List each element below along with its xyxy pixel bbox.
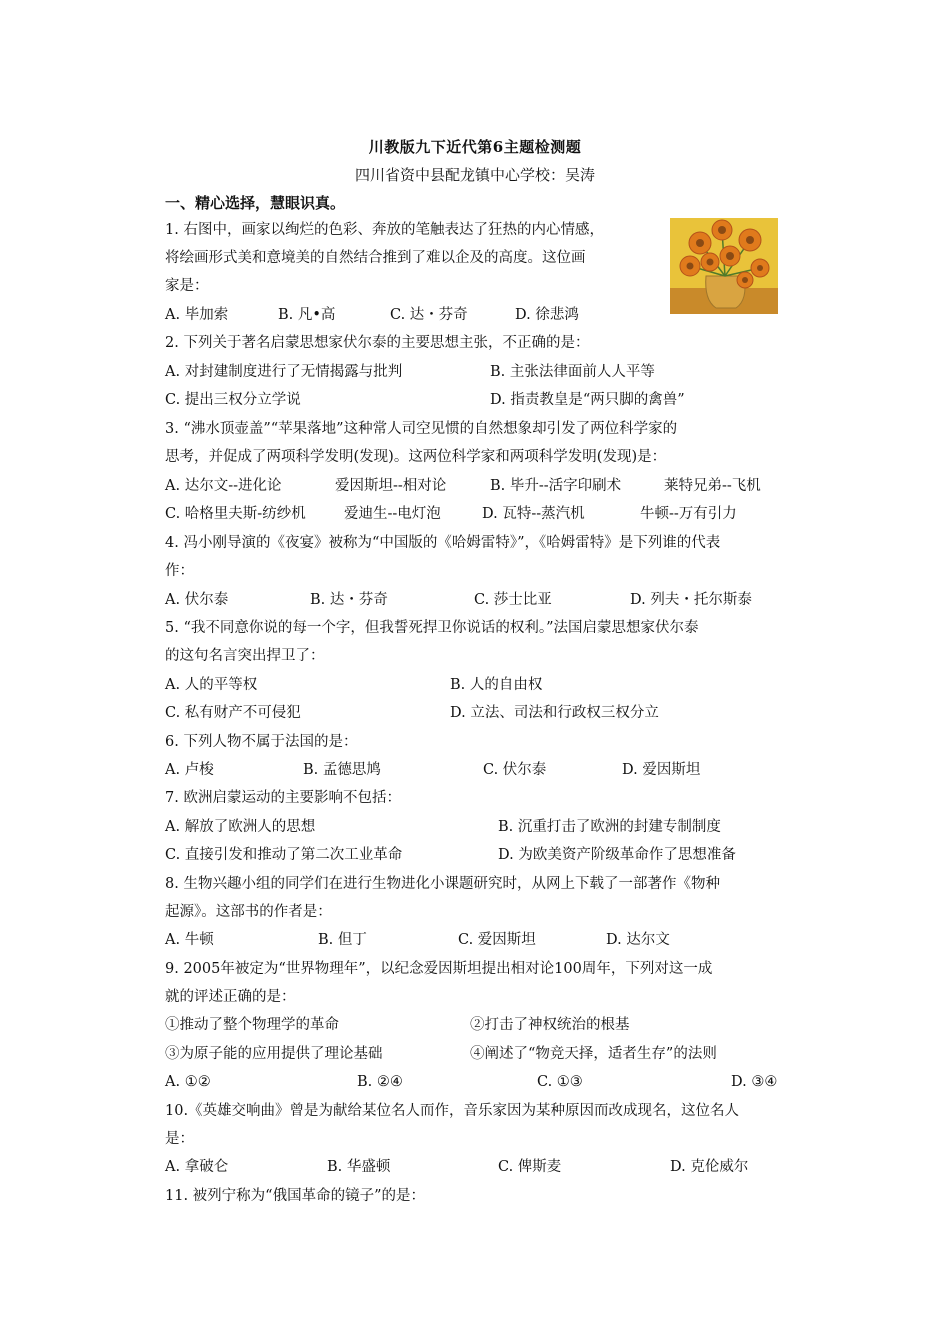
option-c: C. 伏尔泰 — [483, 762, 547, 778]
question-10-line-2: 是： — [165, 1131, 194, 1147]
question-11-line-1: 11. 被列宁称为“俄国革命的镜子”的是： — [165, 1188, 425, 1204]
question-4-line-2: 作： — [165, 563, 194, 579]
option-d: D. 瓦特--蒸汽机 — [482, 506, 585, 522]
option-d: D. 指责教皇是“两只脚的禽兽” — [490, 392, 685, 408]
option-d: D. 克伦威尔 — [670, 1159, 749, 1175]
option-c: C. 爱因斯坦 — [458, 932, 536, 948]
section-heading: 一、精心选择，慧眼识真。 — [165, 194, 346, 212]
option-c: C. 提出三权分立学说 — [165, 392, 301, 408]
option-b: B. 主张法律面前人人平等 — [490, 364, 655, 380]
statement-1: ①推动了整个物理学的革命 — [165, 1017, 339, 1033]
option-a: A. ①② — [165, 1074, 211, 1090]
option-d: D. 爱因斯坦 — [622, 762, 701, 778]
question-2-line-1: 2. 下列关于著名启蒙思想家伏尔泰的主要思想主张，不正确的是： — [165, 335, 590, 351]
option-d: D. 立法、司法和行政权三权分立 — [450, 705, 659, 721]
question-8-line-1: 8. 生物兴趣小组的同学们在进行生物进化小课题研究时，从网上下载了一部著作《物种 — [165, 876, 720, 892]
option-b-part-2: 莱特兄弟--飞机 — [664, 478, 761, 494]
question-7-line-1: 7. 欧洲启蒙运动的主要影响不包括： — [165, 790, 401, 806]
option-b: B. 人的自由权 — [450, 677, 543, 693]
option-b: B. 凡•高 — [278, 307, 336, 323]
option-b: B. 华盛顿 — [327, 1159, 391, 1175]
question-1-line-3: 家是： — [165, 278, 209, 294]
option-a: A. 解放了欧洲人的思想 — [165, 819, 316, 835]
option-a-part-2: 爱因斯坦--相对论 — [335, 478, 447, 494]
option-d: D. ③④ — [731, 1074, 778, 1090]
option-c: C. 俾斯麦 — [498, 1159, 562, 1175]
question-6-line-1: 6. 下列人物不属于法国的是： — [165, 734, 358, 750]
question-5-line-2: 的这句名言突出捍卫了： — [165, 648, 325, 664]
option-a: A. 卢梭 — [165, 762, 214, 778]
option-b: B. 沉重打击了欧洲的封建专制制度 — [498, 819, 721, 835]
option-a: A. 毕加索 — [165, 307, 229, 323]
option-c: C. 莎士比亚 — [474, 592, 552, 608]
question-1-line-2: 将绘画形式美和意境美的自然结合推到了难以企及的高度。这位画 — [165, 250, 586, 266]
option-b: B. 但丁 — [318, 932, 367, 948]
option-a: A. 牛顿 — [165, 932, 214, 948]
option-b: B. ②④ — [357, 1074, 403, 1090]
option-d: D. 徐悲鸿 — [515, 307, 579, 323]
question-5-line-1: 5. “我不同意你说的每一个字，但我誓死捍卫你说话的权利。”法国启蒙思想家伏尔泰 — [165, 620, 699, 636]
question-1-line-1: 1. 右图中，画家以绚烂的色彩、奔放的笔触表达了狂热的内心情感， — [165, 222, 604, 238]
question-3-line-2: 思考，并促成了两项科学发明(发现)。这两位科学家和两项科学发明(发现)是： — [165, 449, 667, 465]
option-c: C. 达・芬奇 — [390, 307, 468, 323]
statement-3: ③为原子能的应用提供了理论基础 — [165, 1046, 383, 1062]
option-a: A. 对封建制度进行了无情揭露与批判 — [165, 364, 403, 380]
option-c-part-2: 爱迪生--电灯泡 — [344, 506, 441, 522]
page-title: 川教版九下近代第6主题检测题 — [368, 138, 582, 156]
option-d: D. 为欧美资产阶级革命作了思想准备 — [498, 847, 736, 863]
option-b: B. 毕升--活字印刷术 — [490, 478, 622, 494]
option-c: C. 哈格里夫斯-纺纱机 — [165, 506, 306, 522]
option-a: A. 达尔文--进化论 — [165, 478, 282, 494]
option-b: B. 达・芬奇 — [310, 592, 388, 608]
question-3-line-1: 3. “沸水顶壶盖”“苹果落地”这种常人司空见惯的自然想象却引发了两位科学家的 — [165, 421, 678, 437]
option-a: A. 人的平等权 — [165, 677, 258, 693]
statement-4: ④阐述了“物竞天择，适者生存”的法则 — [470, 1046, 717, 1062]
question-8-line-2: 起源》。这部书的作者是： — [165, 904, 332, 920]
statement-2: ②打击了神权统治的根基 — [470, 1017, 630, 1033]
author-line: 四川省资中县配龙镇中心学校：吴涛 — [354, 166, 595, 184]
question-4-line-1: 4. 冯小刚导演的《夜宴》被称为“中国版的《哈姆雷特》”，《哈姆雷特》是下列谁的代表 — [165, 535, 721, 551]
option-a: A. 伏尔泰 — [165, 592, 229, 608]
question-9-line-2: 就的评述正确的是： — [165, 989, 296, 1005]
option-d-part-2: 牛顿--万有引力 — [640, 506, 737, 522]
option-d: D. 列夫・托尔斯泰 — [630, 592, 752, 608]
question-9-line-1: 9. 2005年被定为“世界物理年”，以纪念爱因斯坦提出相对论100周年，下列对这一成 — [165, 961, 713, 977]
option-a: A. 拿破仑 — [165, 1159, 229, 1175]
sunflowers-painting-image — [670, 218, 778, 314]
option-c: C. 私有财产不可侵犯 — [165, 705, 301, 721]
option-c: C. ①③ — [537, 1074, 583, 1090]
option-d: D. 达尔文 — [606, 932, 670, 948]
option-c: C. 直接引发和推动了第二次工业革命 — [165, 847, 403, 863]
question-10-line-1: 10.《英雄交响曲》曾是为献给某位名人而作，音乐家因为某种原因而改成现名，这位名人 — [165, 1103, 740, 1119]
option-b: B. 孟德思鸠 — [303, 762, 381, 778]
